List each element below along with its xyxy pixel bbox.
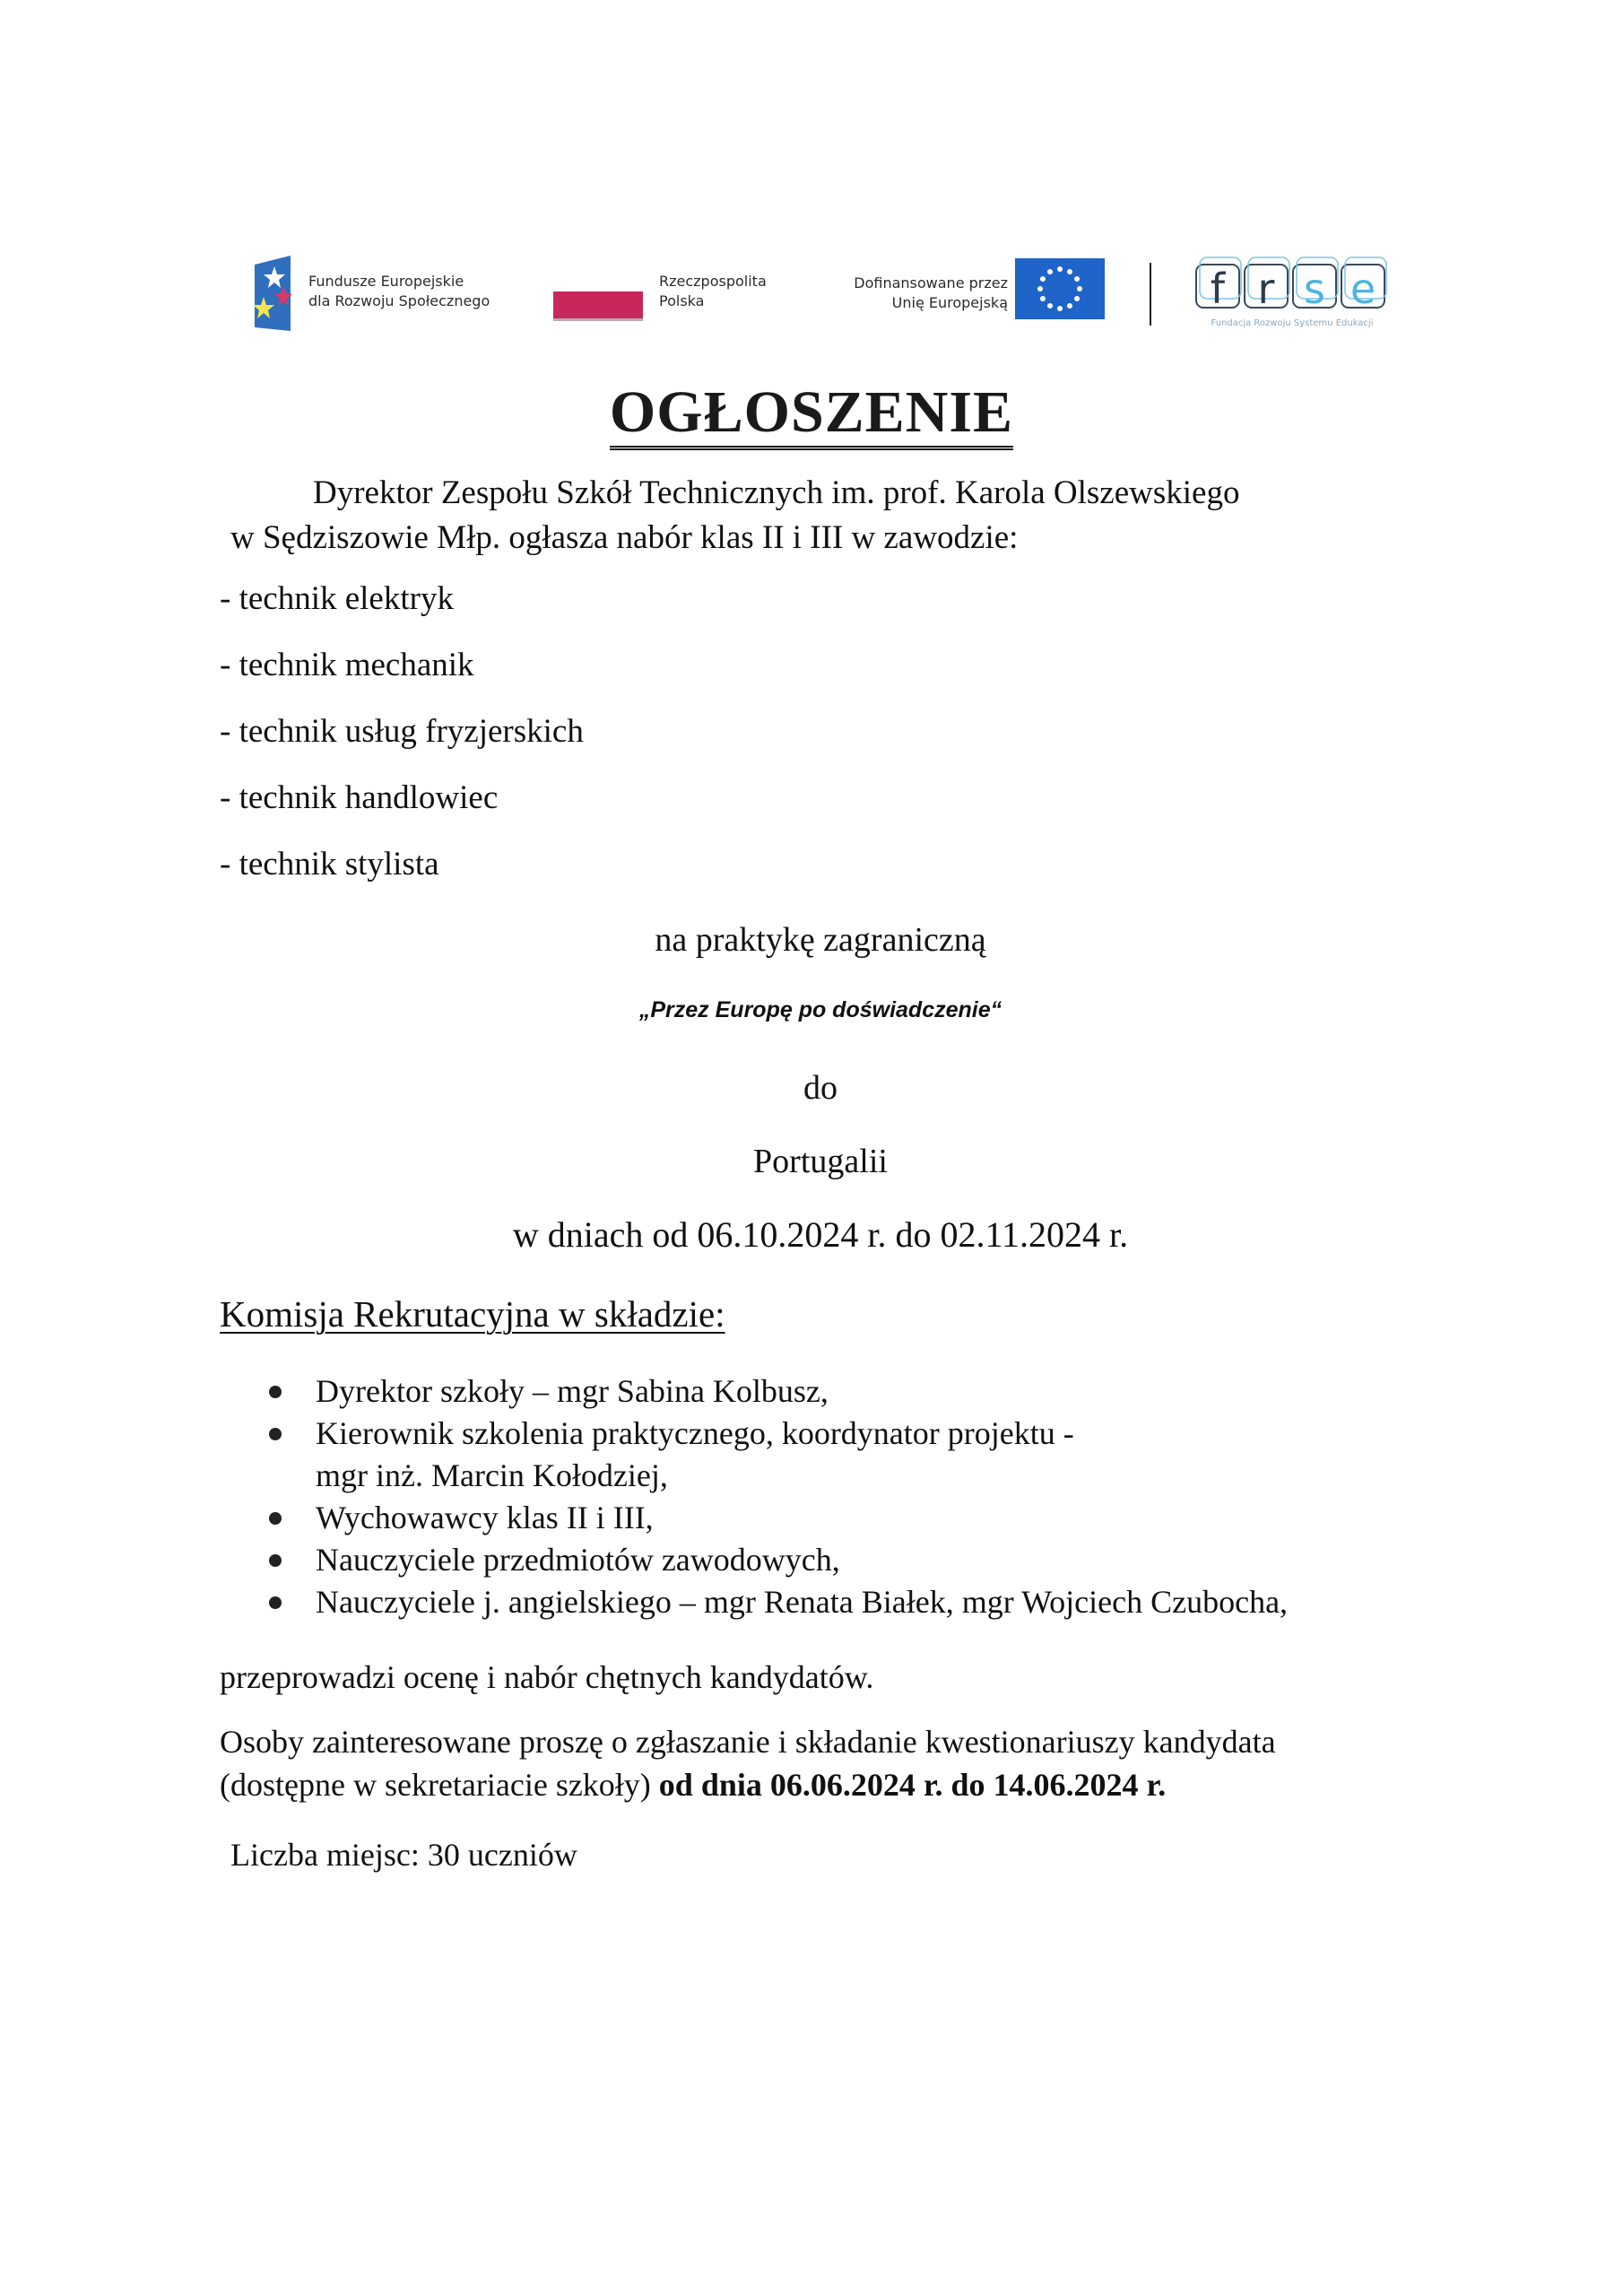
committee-list	[220, 1370, 1475, 1623]
eu-star-icon	[1040, 276, 1046, 282]
profession-item: - technik elektryk	[220, 580, 454, 617]
bullet-icon	[269, 1596, 282, 1609]
sponsor-logos-bar	[253, 254, 1392, 335]
frse-subtext: Fundacja Rozwoju Systemu Edukacji	[1211, 318, 1374, 328]
committee-member	[220, 1539, 1475, 1581]
project-name: „Przez Europę po doświadczenie“	[638, 997, 1002, 1022]
frse-letter-f: f	[1210, 265, 1226, 313]
eu-star-icon	[1047, 269, 1053, 274]
available-places: Liczba miejsc: 30 uczniów	[230, 1837, 577, 1873]
polish-flag-icon	[553, 291, 643, 321]
frse-letter-e: e	[1350, 265, 1376, 313]
profession-item: - technik stylista	[220, 846, 439, 883]
eu-flag-icon	[1015, 258, 1105, 319]
bullet-icon	[269, 1386, 282, 1398]
committee-task: przeprowadzi ocenę i nabór chętnych kandydatów.	[220, 1659, 874, 1695]
profession-item: - technik handlowiec	[220, 779, 499, 816]
eu-star-icon	[1057, 266, 1063, 272]
destination-country: Portugalii	[753, 1143, 888, 1180]
rp-logo-line1: Rzeczpospolita	[659, 273, 767, 290]
eu-star-icon	[1074, 276, 1080, 282]
committee-member	[220, 1497, 1475, 1539]
application-info-line-1: Osoby zainteresowane proszę o zgłaszanie i składanie kwestionariuszy kandydata	[220, 1724, 1276, 1760]
application-info-line-2	[220, 1765, 1166, 1805]
profession-item: - technik mechanik	[220, 647, 474, 683]
eu-star-icon	[1067, 269, 1072, 274]
eu-logo-line1: Dofinansowane przez	[854, 274, 1008, 291]
committee-member	[220, 1413, 1475, 1497]
eu-cofunded-logo	[809, 254, 1105, 335]
profession-item: - technik usług fryzjerskich	[220, 713, 584, 750]
internship-label: na praktykę zagraniczną	[655, 921, 986, 959]
eu-star-icon	[1040, 296, 1046, 301]
bullet-icon	[269, 1554, 282, 1567]
committee-member-text: Wychowawcy klas II i III,	[316, 1500, 654, 1535]
committee-member-text: Nauczyciele j. angielskiego – mgr Renata Białek, mgr Wojciech Czubocha,	[316, 1584, 1289, 1620]
committee-member-text: Dyrektor szkoły – mgr Sabina Kolbusz,	[316, 1373, 829, 1409]
committee-member-text: Nauczyciele przedmiotów zawodowych,	[316, 1542, 840, 1578]
eu-logo-line2: Unię Europejską	[891, 294, 1008, 311]
eu-star-icon	[1047, 303, 1053, 309]
destination-preposition: do	[803, 1069, 838, 1107]
logo-separator	[1150, 263, 1151, 326]
eu-star-icon	[1077, 286, 1082, 291]
eu-star-icon	[1074, 296, 1080, 301]
fe-logo-line2: dla Rozwoju Społecznego	[308, 292, 490, 309]
frse-letter-r: r	[1257, 265, 1275, 313]
intro-line-1: Dyrektor Zespołu Szkół Technicznych im. prof. Karola Olszewskiego	[313, 474, 1240, 511]
fe-logo-line1: Fundusze Europejskie	[308, 273, 464, 290]
rp-logo-line2: Polska	[659, 292, 705, 309]
bullet-icon	[269, 1512, 282, 1525]
bullet-icon	[269, 1428, 282, 1440]
application-deadline: od dnia 06.06.2024 r. do 14.06.2024 r.	[658, 1767, 1167, 1803]
committee-heading: Komisja Rekrutacyjna w składzie:	[220, 1293, 725, 1335]
committee-member	[220, 1370, 1475, 1413]
internship-dates: w dniach od 06.10.2024 r. do 02.11.2024 r.	[512, 1214, 1129, 1255]
frse-logo-icon	[1193, 254, 1392, 335]
intro-line-2: w Sędziszowie Młp. ogłasza nabór klas II i III w zawodzie:	[230, 519, 1019, 556]
committee-member-text-cont: mgr inż. Marcin Kołodziej,	[316, 1457, 668, 1493]
frse-letter-s: s	[1304, 265, 1325, 313]
committee-member-text: Kierownik szkolenia praktycznego, koordynator projektu -	[316, 1415, 1074, 1451]
fe-stars-logo-icon	[253, 256, 292, 331]
eu-star-icon	[1067, 303, 1072, 309]
announcement-title	[0, 381, 1623, 450]
page-title: OGŁOSZENIE	[610, 381, 1013, 450]
eu-star-icon	[1037, 286, 1043, 291]
application-info-normal: (dostępne w sekretariacie szkoły)	[220, 1767, 659, 1803]
committee-member	[220, 1581, 1475, 1623]
eu-star-icon	[1057, 306, 1063, 311]
rzeczpospolita-polska-logo	[553, 254, 767, 335]
